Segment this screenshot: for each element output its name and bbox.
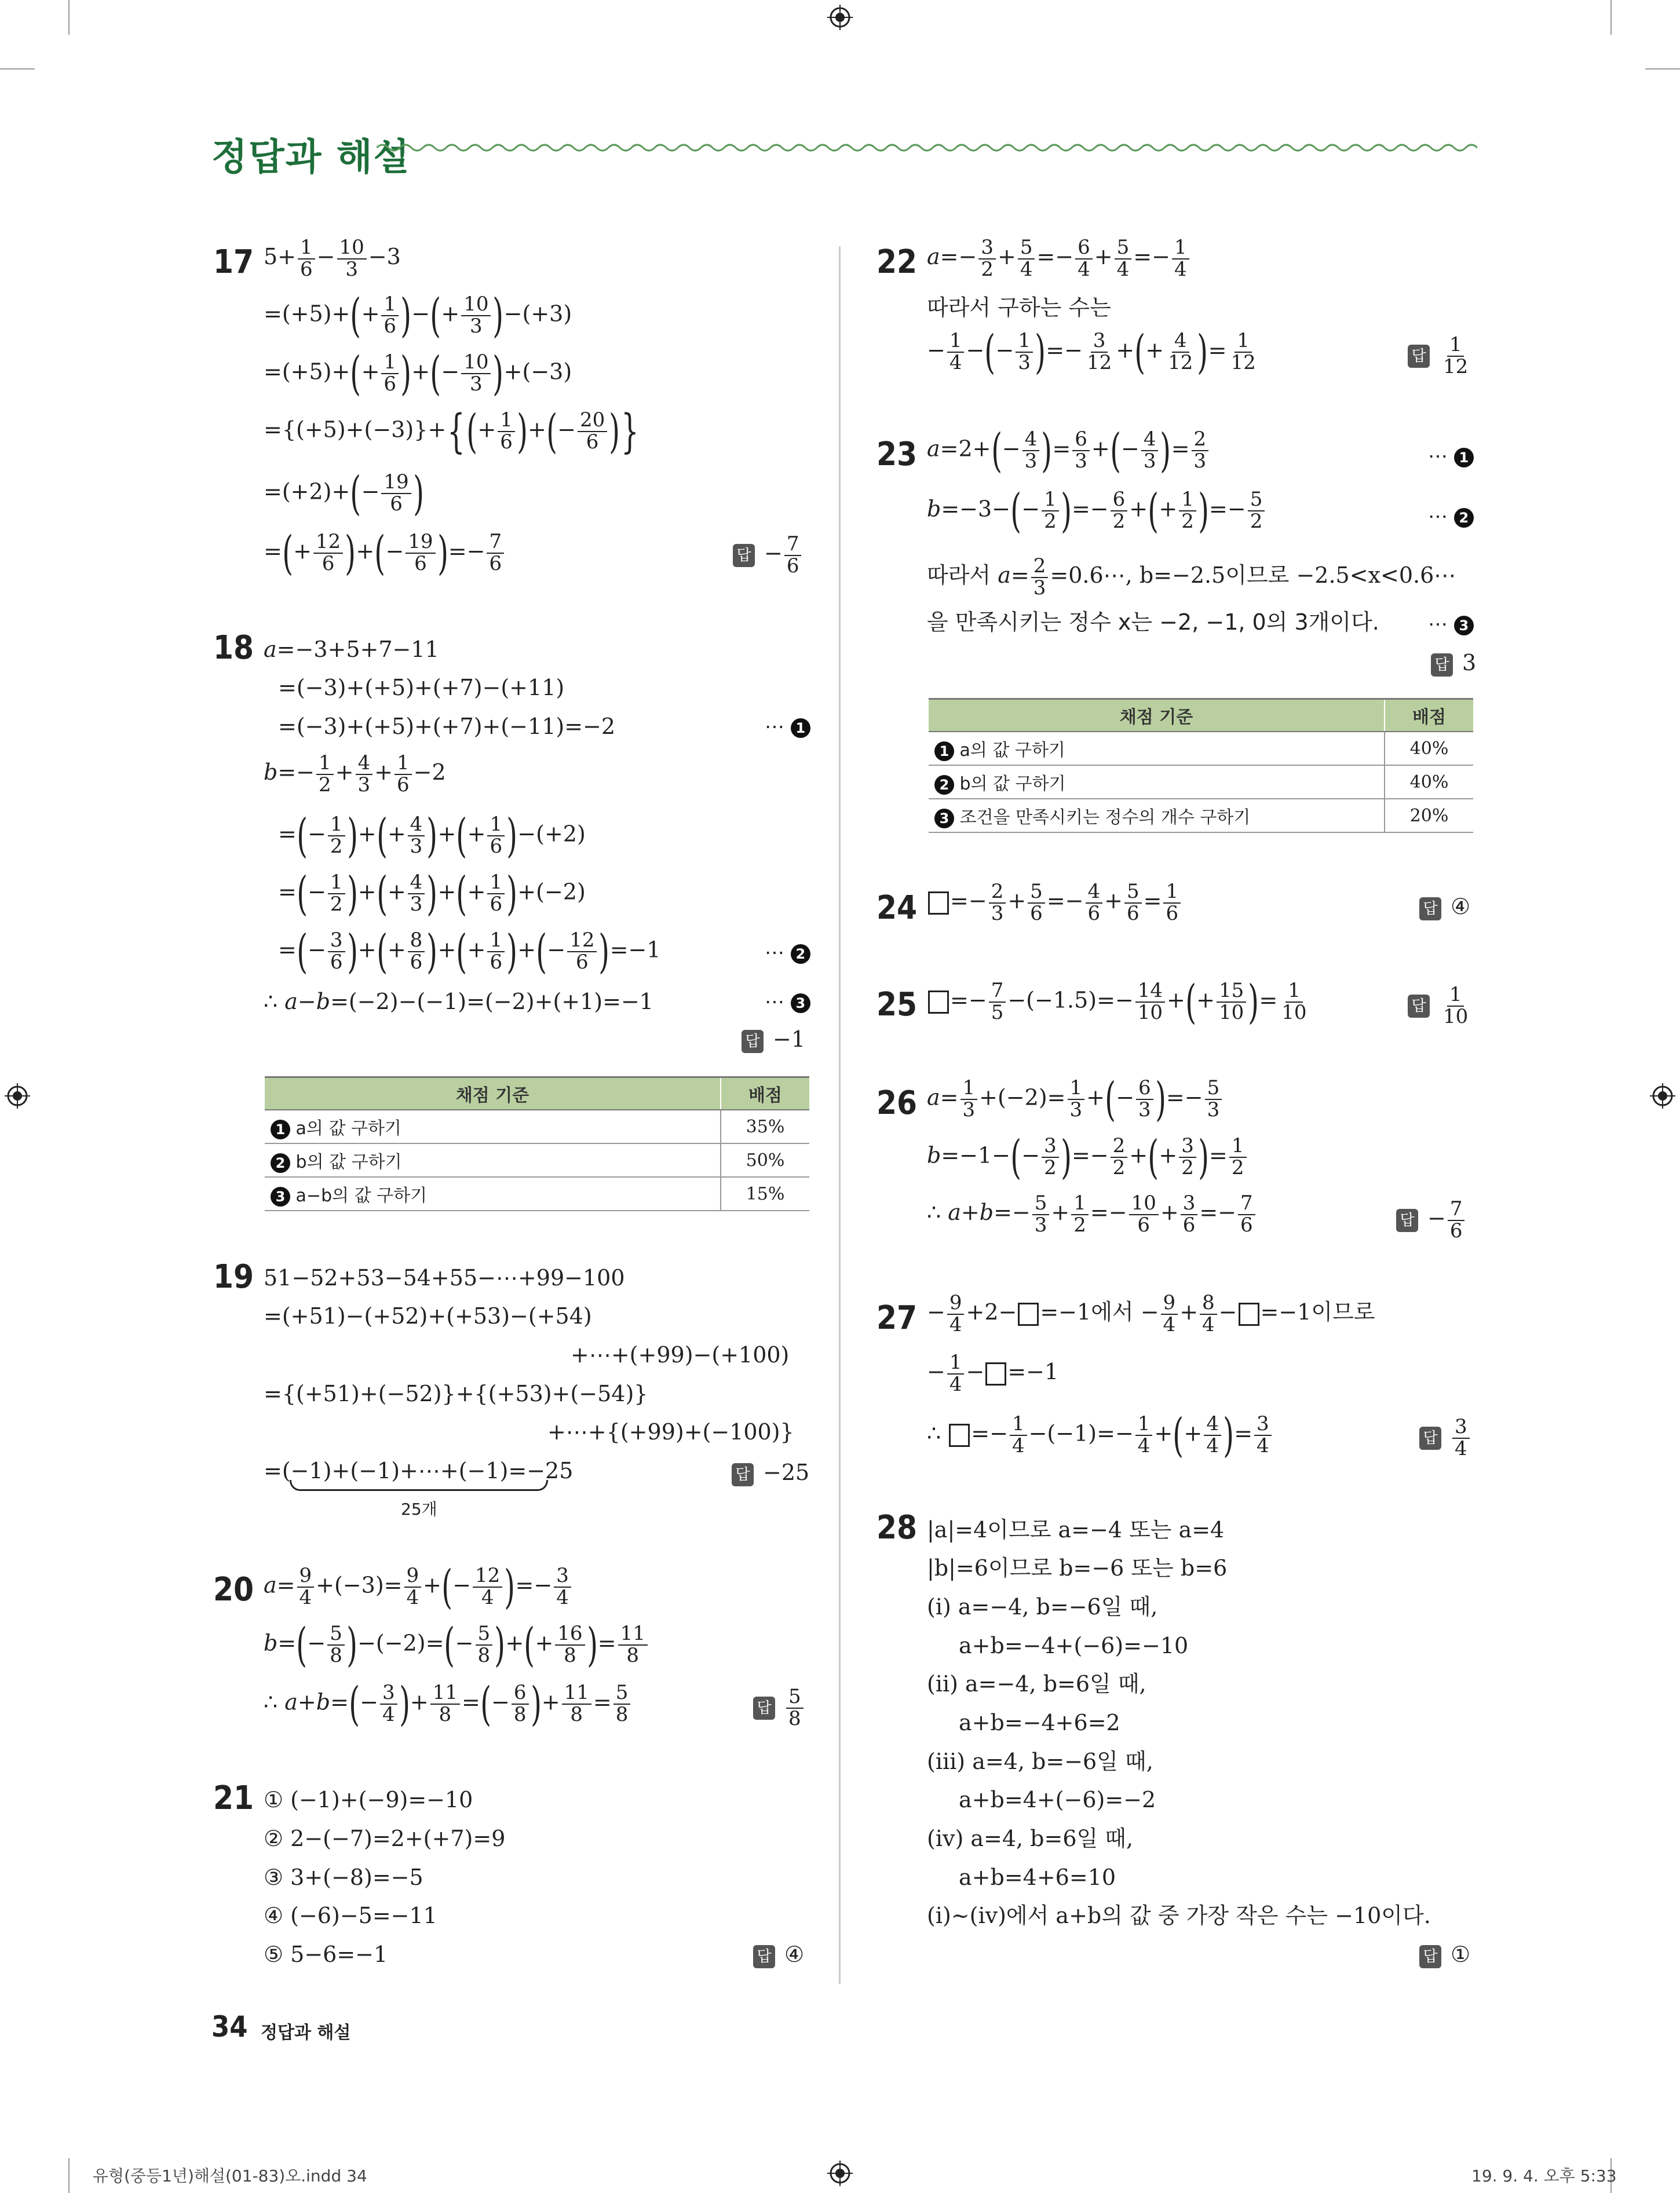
answer-badge: 답: [1408, 345, 1430, 368]
text-line: a+b=4+(−6)=−2: [959, 1787, 1156, 1812]
math-line: ∴ a+b=− $\frac{5}{3}$ + $\frac{1}{2}$ =− $\frac{10}{6}$ + $\frac{3}{6}$ =− $\frac{7}{6}$: [927, 1193, 1257, 1236]
math-line: =(+ $\frac{12}{6}$ )+(− $\frac{19}{6}$ )=− $\frac{7}{6}$: [264, 530, 506, 576]
registration-mark-icon: [1650, 1083, 1675, 1109]
text-line: a+b=4+6=10: [959, 1865, 1116, 1890]
answer-badge: 답: [1408, 995, 1430, 1018]
scoring-table: [929, 698, 1473, 833]
text-line: 을 만족시키는 정수 x는 −2, −1, 0의 3개이다.: [927, 609, 1379, 635]
problem-number: 25: [876, 986, 918, 1024]
answer-badge: 답: [1419, 1945, 1441, 1968]
math-line: =(+5)+(+ $\frac{1}{6}$ )−(+ $\frac{10}{3}$ )−(+3): [264, 288, 572, 342]
date-info: 19. 9. 4. 오후 5:33: [1471, 2166, 1617, 2185]
problem-number: 27: [876, 1299, 918, 1337]
answer: 답 3: [1431, 650, 1476, 677]
text-line: a+b=−4+(−6)=−10: [959, 1633, 1189, 1658]
step-marker: ⋯ 2: [1428, 505, 1474, 528]
problem-number: 18: [213, 629, 254, 667]
math-line: =(+51)−(+52)+(+53)−(+54): [264, 1303, 592, 1329]
brace-label: 25개: [401, 1500, 437, 1519]
crop-mark: [1610, 0, 1612, 35]
table-row: 2 b의 값 구하기 40%: [929, 765, 1473, 799]
registration-mark-icon: [827, 5, 853, 30]
text-line: (ⅰ) a=−4, b=−6일 때,: [927, 1594, 1158, 1620]
math-line: =(+5)+(+ $\frac{1}{6}$ )+(− $\frac{10}{3}$ )+(−3): [264, 346, 572, 400]
math-line: =(− $\frac{1}{2}$ )+(+ $\frac{4}{3}$ )+(+ $\frac{1}{6}$ )−(+2): [278, 809, 586, 862]
answer: 답 $\frac{1}{12}$: [1408, 335, 1472, 377]
answer-badge: 답: [1419, 897, 1441, 920]
math-line: b=(− $\frac{5}{8}$ )−(−2)=(− $\frac{5}{8}$ )+(+ $\frac{16}{8}$ )= $\frac{11}{8}$: [264, 1622, 649, 1668]
table-header: 채점 기준: [929, 699, 1385, 732]
table-row: 3 a−b의 값 구하기 15%: [265, 1177, 809, 1211]
table-row: 1 a의 값 구하기 35%: [265, 1110, 809, 1143]
math-line: − $\frac{9}{4}$ +2− =−1에서 − $\frac{9}{4}$ + $\frac{8}{4}$ − =−1이므로: [927, 1291, 1375, 1336]
text-line: |b|=6이므로 b=−6 또는 b=6: [927, 1555, 1228, 1581]
answer: 답 − $\frac{7}{6}$: [733, 534, 803, 576]
underbrace: [290, 1480, 548, 1491]
math-line: ={(+5)+(−3)}+{(+ $\frac{1}{6}$ )+(− $\frac{20}{6}$ )}: [264, 404, 640, 458]
answer-badge: 답: [753, 1945, 775, 1968]
math-line: ∴ a+b=(− $\frac{3}{4}$ )+ $\frac{11}{8}$ =(− $\frac{6}{8}$ )+ $\frac{11}{8}$ = $\frac{5}{8}$: [264, 1681, 632, 1727]
problem-number: 24: [876, 889, 918, 927]
scoring-table: [265, 1076, 809, 1211]
math-line: +⋯+{(+99)+(−100)}: [547, 1419, 794, 1445]
math-line: =− $\frac{7}{5}$ −(−1.5)=− $\frac{14}{10}$ +(+ $\frac{15}{10}$ )= $\frac{1}{10}$: [927, 979, 1311, 1025]
math-line: =(−1)+(−1)+⋯+(−1)=−25: [264, 1458, 574, 1483]
answer: 답 ①: [1419, 1942, 1470, 1968]
table-header: 배점: [1385, 699, 1473, 732]
math-line: 따라서 a= $\frac{2}{3}$ =0.6⋯, b=−2.5이므로 −2.5<x<0.6⋯: [927, 554, 1456, 600]
math-line: a= $\frac{1}{3}$ +(−2)= $\frac{1}{3}$ +(− $\frac{6}{3}$ )=− $\frac{5}{3}$: [927, 1076, 1224, 1123]
answer-badge: 답: [1396, 1209, 1418, 1232]
answer: 답 ④: [1419, 894, 1470, 920]
answer-badge: 답: [732, 1463, 754, 1486]
math-line: ={(+51)+(−52)}+{(+53)+(−54)}: [264, 1381, 648, 1406]
text-line: |a|=4이므로 a=−4 또는 a=4: [927, 1517, 1225, 1543]
answer: 답 $\frac{5}{8}$: [753, 1687, 805, 1729]
math-line: a= $\frac{9}{4}$ +(−3)= $\frac{9}{4}$ +(− $\frac{12}{4}$ )=− $\frac{3}{4}$: [264, 1564, 573, 1610]
math-line: ∴ =− $\frac{1}{4}$ −(−1)=− $\frac{1}{4}$ +(+ $\frac{4}{4}$ )= $\frac{3}{4}$: [927, 1412, 1273, 1459]
crop-mark: [1645, 68, 1680, 70]
page-number: 34: [211, 2010, 248, 2044]
table-row: 1 a의 값 구하기 40%: [929, 732, 1473, 765]
step-marker: ⋯ 1: [765, 715, 810, 739]
math-line: − $\frac{1}{4}$ −(− $\frac{1}{3}$ )=− $\frac{3}{12}$ +(+ $\frac{4}{12}$ )= $\frac{1}{12}$: [927, 325, 1256, 379]
math-line: =(+2)+(− $\frac{19}{6}$ ): [264, 466, 424, 520]
table-header: 배점: [721, 1077, 809, 1110]
text-line: (ⅳ) a=4, b=6일 때,: [927, 1826, 1134, 1851]
list-item: ③ 3+(−8)=−5: [264, 1865, 423, 1890]
math-line: b=−3−(− $\frac{1}{2}$ )=− $\frac{6}{2}$ +(+ $\frac{1}{2}$ )=− $\frac{5}{2}$: [927, 488, 1266, 534]
problem-number: 23: [876, 436, 918, 473]
math-line: 51−52+53−54+55−⋯+99−100: [264, 1265, 625, 1291]
math-line: − $\frac{1}{4}$ − =−1: [927, 1351, 1059, 1396]
problem-number: 21: [213, 1779, 254, 1817]
problem-number: 17: [213, 243, 254, 281]
answer-badge: 답: [1431, 653, 1453, 677]
math-line: =(−3)+(+5)+(+7)−(+11): [278, 675, 565, 700]
answer: 답 $\frac{1}{10}$: [1408, 985, 1472, 1027]
problem-number: 20: [213, 1571, 254, 1609]
list-item: ② 2−(−7)=2+(+7)=9: [264, 1826, 506, 1851]
problem-number: 22: [876, 243, 918, 281]
math-line: =(− $\frac{3}{6}$ )+(+ $\frac{8}{6}$ )+(+ $\frac{1}{6}$ )+(− $\frac{12}{6}$ )=−1: [278, 924, 661, 978]
answer: 답 −1: [742, 1026, 805, 1053]
page-label: 정답과 해설: [261, 2023, 351, 2043]
header-wave-decoration: [377, 139, 1477, 156]
text-line: (ⅰ)~(ⅳ)에서 a+b의 값 중 가장 작은 수는 −10이다.: [927, 1903, 1431, 1928]
page-title: 정답과 해설: [211, 136, 411, 179]
problem-number: 19: [213, 1258, 254, 1296]
answer-badge: 답: [1419, 1427, 1441, 1450]
math-line: =(−3)+(+5)+(+7)+(−11)=−2: [278, 714, 616, 739]
step-marker: ⋯ 2: [765, 941, 810, 964]
table-row: 3 조건을 만족시키는 정수의 개수 구하기 20%: [929, 799, 1473, 832]
text-line: 따라서 구하는 수는: [927, 295, 1111, 320]
text-line: a+b=−4+6=2: [959, 1710, 1120, 1735]
math-line: =− $\frac{2}{3}$ + $\frac{5}{6}$ =− $\frac{4}{6}$ + $\frac{5}{6}$ = $\frac{1}{6}$: [927, 882, 1182, 924]
table-header: 채점 기준: [265, 1077, 721, 1110]
crop-mark: [0, 68, 35, 70]
math-line: a=−3+5+7−11: [264, 637, 439, 662]
math-line: +⋯+(+99)−(+100): [571, 1342, 790, 1368]
registration-mark-icon: [5, 1083, 30, 1109]
answer: 답 ④: [753, 1942, 804, 1968]
answer-badge: 답: [733, 544, 755, 567]
answer: 답 − $\frac{7}{6}$: [1396, 1199, 1466, 1241]
crop-mark: [68, 2158, 70, 2193]
list-item: ⑤ 5−6=−1: [264, 1942, 388, 1967]
math-line: ∴ a−b=(−2)−(−1)=(−2)+(+1)=−1: [264, 989, 653, 1014]
table-row: 2 b의 값 구하기 50%: [265, 1143, 809, 1177]
text-line: (ⅱ) a=−4, b=6일 때,: [927, 1671, 1146, 1697]
crop-mark: [68, 0, 70, 35]
math-line: 5+ $\frac{1}{6}$ − $\frac{10}{3}$ −3: [264, 236, 401, 281]
step-marker: ⋯ 3: [765, 990, 810, 1014]
file-info: 유형(중등1년)해설(01-83)오.indd 34: [93, 2166, 367, 2185]
answer-badge: 답: [742, 1030, 764, 1053]
math-line: b=−1−(− $\frac{3}{2}$ )=− $\frac{2}{2}$ +(+ $\frac{3}{2}$ )= $\frac{1}{2}$: [927, 1134, 1248, 1180]
problem-number: 26: [876, 1084, 918, 1122]
math-line: a=− $\frac{3}{2}$ + $\frac{5}{4}$ =− $\frac{6}{4}$ + $\frac{5}{4}$ =− $\frac{1}{4}$: [927, 237, 1191, 280]
math-line: =(− $\frac{1}{2}$ )+(+ $\frac{4}{3}$ )+(+ $\frac{1}{6}$ )+(−2): [278, 867, 586, 920]
math-line: a=2+(− $\frac{4}{3}$ )= $\frac{6}{3}$ +(− $\frac{4}{3}$ )= $\frac{2}{3}$: [927, 427, 1210, 474]
step-marker: ⋯ 1: [1428, 445, 1474, 468]
math-line: b=− $\frac{1}{2}$ + $\frac{4}{3}$ + $\frac{1}{6}$ −2: [264, 751, 446, 796]
list-item: ① (−1)+(−9)=−10: [264, 1787, 473, 1812]
problem-number: 28: [876, 1509, 918, 1547]
answer: 답 −25: [732, 1460, 809, 1486]
step-marker: ⋯ 3: [1428, 613, 1474, 636]
text-line: (ⅲ) a=4, b=−6일 때,: [927, 1749, 1153, 1774]
answer-badge: 답: [753, 1697, 775, 1720]
answer: 답 $\frac{3}{4}$: [1419, 1417, 1471, 1459]
list-item: ④ (−6)−5=−11: [264, 1903, 437, 1928]
column-divider: [839, 246, 841, 1984]
registration-mark-icon: [827, 2161, 853, 2186]
